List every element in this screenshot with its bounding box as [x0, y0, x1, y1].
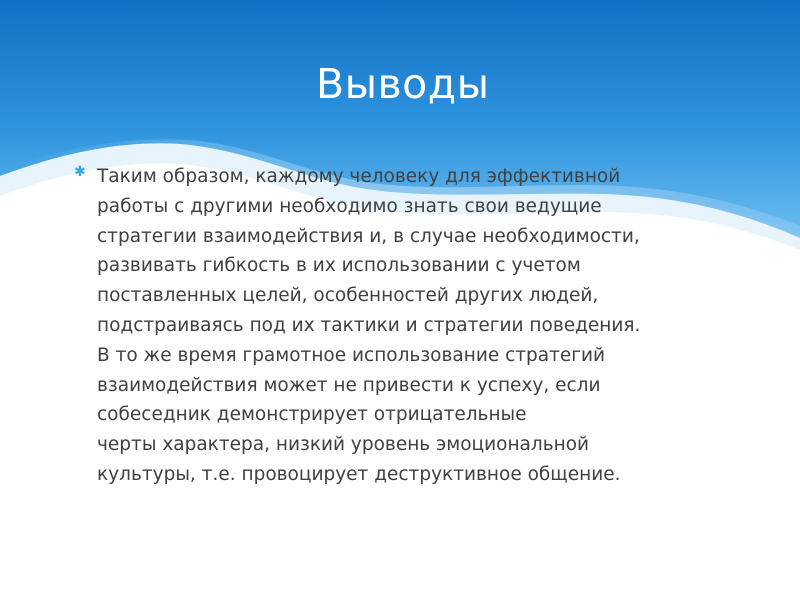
bullet-text-line: стратегии взаимодействия и, в случае необходимости,	[97, 225, 640, 247]
bullet-text-line: подстраиваясь под их тактики и стратегии поведения.	[97, 314, 641, 336]
bullet-text-line: работы с другими необходимо знать свои ведущие	[97, 195, 602, 217]
bullet-text-line: развивать гибкость в их использовании с учетом	[97, 255, 581, 277]
bullet-text-line: культуры, т.е. провоцирует деструктивное общение.	[97, 463, 621, 485]
slide-title: Выводы	[316, 60, 490, 108]
bullet-text-line: В то же время грамотное использование стратегий	[97, 344, 606, 366]
bullet-text-line: поставленных целей, особенностей других людей,	[97, 285, 599, 307]
bullet-paragraph	[97, 162, 757, 490]
bullet-text-line: черты характера, низкий уровень эмоциональной	[97, 434, 590, 456]
bullet-text-line: собеседник демонстрирует отрицательные	[97, 404, 527, 426]
asterisk-bullet-icon: ✱	[74, 164, 86, 180]
bullet-text-line: взаимодействия может не привести к успеху, если	[97, 374, 601, 396]
bullet-text-line: Таким образом, каждому человеку для эффективной	[97, 166, 621, 187]
